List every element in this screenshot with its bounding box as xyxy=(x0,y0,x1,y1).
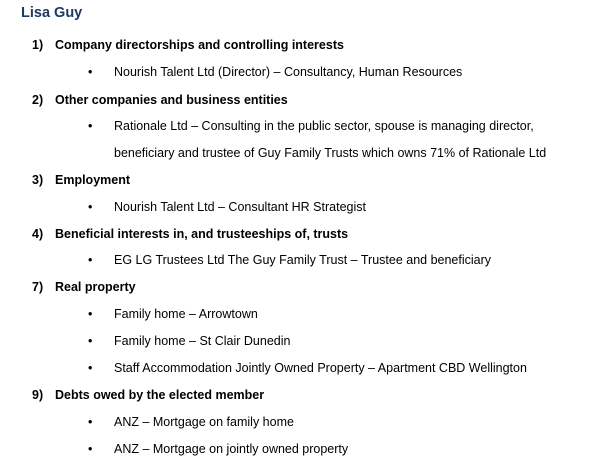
section-number: 9) xyxy=(32,388,44,402)
section-title: Company directorships and controlling interests xyxy=(55,38,344,52)
list-item-line: Rationale Ltd – Consulting in the public sector, spouse is managing director, xyxy=(114,119,534,133)
section-title: Beneficial interests in, and trusteeships of, trusts xyxy=(55,227,349,241)
bullet-icon: • xyxy=(88,253,93,267)
section-title: Employment xyxy=(55,173,131,187)
list-item: ANZ – Mortgage on jointly owned property xyxy=(114,442,349,456)
section-heading xyxy=(32,279,136,295)
list-item: Staff Accommodation Jointly Owned Property – Apartment CBD Wellington xyxy=(114,361,527,375)
list-item: EG LG Trustees Ltd The Guy Family Trust – Trustee and beneficiary xyxy=(114,253,492,267)
section-heading xyxy=(32,172,130,188)
section-number: 7) xyxy=(32,280,44,294)
list-item: Family home – Arrowtown xyxy=(114,307,258,321)
section-heading xyxy=(32,37,344,53)
section-number: 3) xyxy=(32,173,44,187)
list-item: ANZ – Mortgage on family home xyxy=(114,415,294,429)
section-title: Real property xyxy=(55,280,136,294)
section-number: 2) xyxy=(32,93,44,107)
bullet-icon: • xyxy=(88,415,93,429)
bullet-icon: • xyxy=(88,442,93,456)
bullet-icon: • xyxy=(88,334,93,348)
section-title: Other companies and business entities xyxy=(55,93,288,107)
bullet-icon: • xyxy=(88,200,93,214)
bullet-icon: • xyxy=(88,119,93,133)
section-heading xyxy=(32,387,264,403)
section-number: 4) xyxy=(32,227,44,241)
list-item: Nourish Talent Ltd (Director) – Consultancy, Human Resources xyxy=(114,65,463,79)
bullet-icon: • xyxy=(88,65,93,79)
list-item: Nourish Talent Ltd – Consultant HR Strategist xyxy=(114,200,366,214)
section-heading xyxy=(32,226,348,242)
bullet-icon: • xyxy=(88,361,93,375)
section-number: 1) xyxy=(32,38,44,52)
list-item-line: beneficiary and trustee of Guy Family Trusts which owns 71% of Rationale Ltd xyxy=(114,146,547,160)
list-item: Family home – St Clair Dunedin xyxy=(114,334,291,348)
bullet-icon: • xyxy=(88,307,93,321)
section-heading xyxy=(32,92,288,108)
document-title: Lisa Guy xyxy=(21,5,83,21)
section-title: Debts owed by the elected member xyxy=(55,388,265,402)
